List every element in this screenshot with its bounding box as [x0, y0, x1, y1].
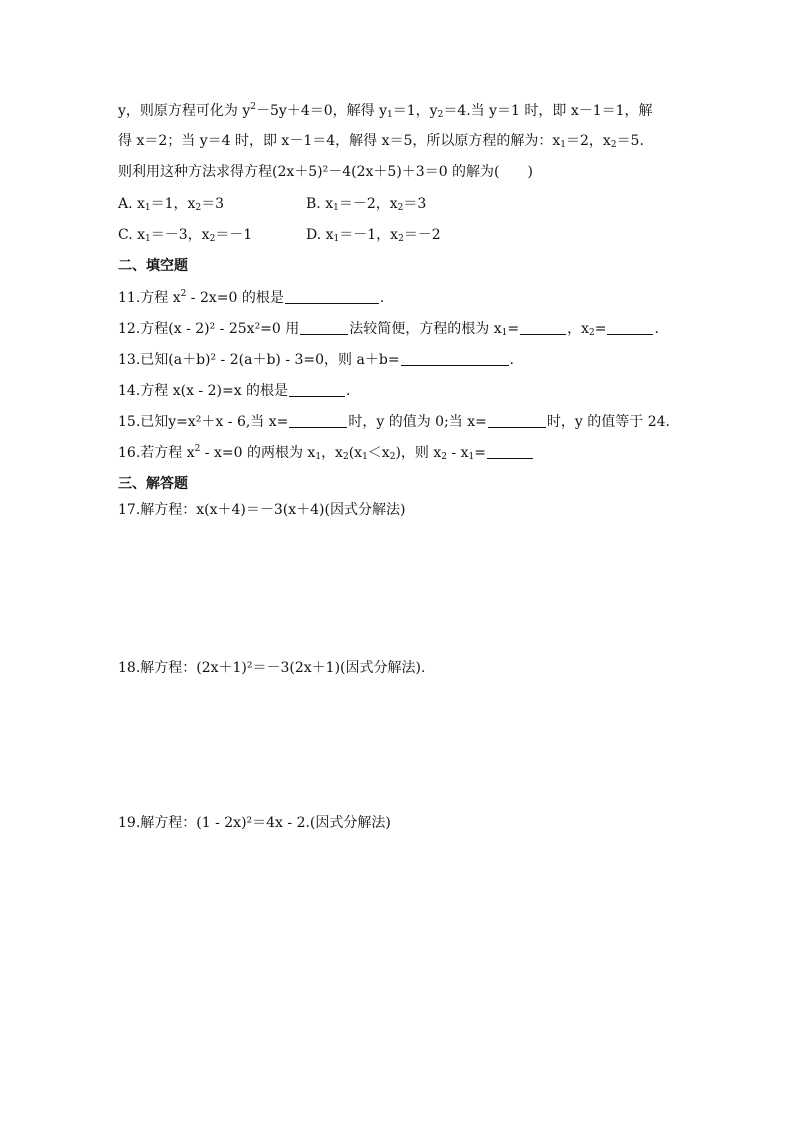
subscript: 2	[195, 203, 202, 213]
text: B. x	[306, 196, 334, 212]
text: ＝3	[403, 196, 427, 212]
text: ＝1，x	[150, 196, 196, 212]
subscript: 2	[209, 234, 216, 244]
text: )，则 x	[395, 445, 442, 461]
question-18: 18.解方程：(2x＋1)²＝－3(2x＋1)(因式分解法).	[118, 660, 426, 676]
text: ＝－2	[403, 227, 441, 243]
subscript: 2	[610, 140, 617, 150]
section-heading-fill-in: 二、填空题	[118, 258, 188, 274]
question-13	[118, 350, 514, 370]
text: (x	[348, 445, 363, 461]
subscript: 1	[468, 452, 475, 462]
q10-line-2	[118, 131, 644, 151]
text: ＝4.当 y＝1 时，即 x－1＝1，解	[443, 103, 653, 119]
question-14	[118, 381, 351, 401]
text: ＝2，x	[566, 133, 611, 149]
answer-blank[interactable]	[401, 351, 509, 366]
subscript: 1	[362, 452, 368, 462]
subscript: 2	[389, 452, 396, 462]
text: =	[507, 321, 520, 337]
subscript: 1	[333, 234, 340, 244]
subscript: 2	[397, 203, 404, 213]
text: 时，y 的值等于 24.	[546, 414, 670, 430]
subscript: 2	[342, 452, 349, 462]
text: .	[346, 383, 351, 399]
text: - 2x=0 的根是	[186, 290, 284, 306]
answer-blank[interactable]	[520, 320, 566, 335]
options-row-1	[118, 194, 426, 214]
text: - x=0 的两根为 x	[200, 445, 316, 461]
text: C. x	[118, 227, 146, 243]
question-19: 19.解方程：(1 - 2x)²＝4x - 2.(因式分解法)	[118, 815, 391, 831]
text: .	[509, 352, 514, 368]
option-b	[306, 194, 426, 214]
answer-blank[interactable]	[487, 444, 533, 459]
text: ＝－1	[215, 227, 253, 243]
subscript: 2	[589, 328, 595, 338]
text: ，x	[321, 445, 343, 461]
text: y，则原方程可化为 y	[118, 103, 251, 119]
option-d	[306, 225, 441, 245]
text: =	[594, 321, 607, 337]
text: ＝－3，x	[150, 227, 210, 243]
answer-blank[interactable]	[289, 413, 347, 428]
text: 13.已知(a＋b)² - 2(a＋b) - 3=0，则 a＋b=	[118, 352, 400, 368]
text: 14.方程 x(x - 2)=x 的根是	[118, 383, 289, 399]
answer-blank[interactable]	[285, 289, 379, 304]
text: －5y＋4＝0，解得 y	[256, 103, 388, 119]
subscript: 1	[315, 452, 322, 462]
answer-blank[interactable]	[289, 382, 345, 397]
text: 15.已知y=x²＋x - 6,当 x=	[118, 414, 289, 430]
text: - x	[446, 445, 469, 461]
subscript: 1	[144, 203, 151, 213]
question-12	[118, 319, 659, 339]
text: D. x	[306, 227, 334, 243]
text: ＝3	[201, 196, 225, 212]
section-heading-solve: 三、解答题	[118, 476, 188, 492]
text: 法较简便，方程的根为 x	[349, 321, 502, 337]
option-c	[118, 225, 306, 245]
question-11	[118, 288, 384, 308]
superscript: 2	[250, 102, 257, 112]
text: ＝－1，x	[339, 227, 399, 243]
text: 12.方程(x - 2)² - 25x²=0 用	[118, 321, 300, 337]
subscript: 1	[145, 234, 151, 244]
question-16	[118, 443, 534, 463]
subscript: 2	[398, 234, 404, 244]
text: 16.若方程 x	[118, 445, 195, 461]
answer-blank[interactable]	[607, 320, 653, 335]
text: ＜x	[367, 445, 390, 461]
question-15	[118, 412, 670, 432]
answer-blank[interactable]	[300, 320, 348, 335]
q10-line-1	[118, 101, 653, 121]
superscript: 2	[180, 289, 187, 299]
text: .	[654, 321, 659, 337]
subscript: 1	[333, 203, 339, 213]
text: ＝－2，x	[338, 196, 398, 212]
answer-blank[interactable]	[488, 413, 546, 428]
text: ＝5.	[616, 133, 644, 149]
subscript: 1	[501, 328, 508, 338]
question-17: 17.解方程：x(x＋4)＝－3(x＋4)(因式分解法)	[118, 502, 406, 518]
text: .	[379, 290, 385, 306]
superscript: 2	[194, 444, 201, 454]
options-row-2	[118, 225, 441, 245]
q10-line-3: 则利用这种方法求得方程(2x＋5)²－4(2x＋5)＋3＝0 的解为( )	[118, 164, 533, 180]
subscript: 1	[387, 110, 393, 120]
text: 时，y 的值为 0;当 x=	[348, 414, 487, 430]
text: A. x	[118, 196, 145, 212]
text: 11.方程 x	[118, 290, 181, 306]
text: ，x	[567, 321, 590, 337]
option-a	[118, 194, 306, 214]
subscript: 2	[437, 110, 444, 120]
text: ＝1，y	[392, 103, 438, 119]
text: =	[474, 445, 486, 461]
subscript: 2	[441, 452, 447, 462]
text: 得 x＝2；当 y＝4 时，即 x－1＝4，解得 x＝5，所以原方程的解为：x	[118, 133, 561, 149]
subscript: 1	[560, 140, 567, 150]
